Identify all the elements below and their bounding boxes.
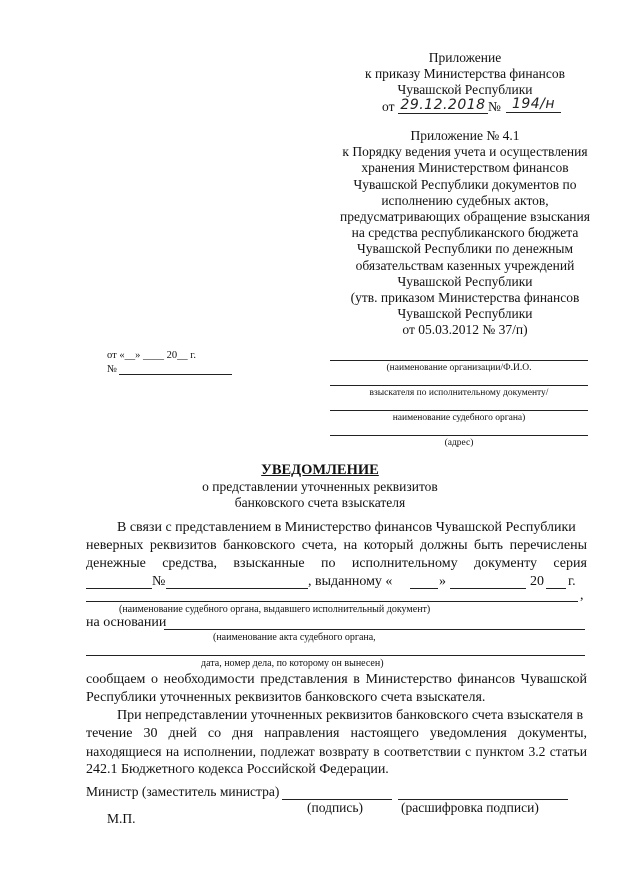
p3-line-3: находящиеся на исполнении, подлежат возврату в соответствии с пунктом 3.2 статьи bbox=[86, 744, 587, 759]
appendix-41-block bbox=[330, 128, 600, 339]
court-comma: , bbox=[580, 588, 584, 603]
appendix-order-line: к приказу Министерства финансов bbox=[365, 66, 565, 82]
p1-line-3 bbox=[86, 556, 587, 573]
handwritten-date: 29.12.2018 bbox=[398, 97, 488, 114]
p1-word: средства, bbox=[162, 556, 218, 571]
outgoing-number-line bbox=[119, 374, 232, 375]
p3-line-2: течение 30 дней со дня направления настоящего уведомления документы, bbox=[86, 726, 587, 741]
caption-signature-decode: (расшифровка подписи) bbox=[401, 800, 539, 815]
issued-label: , выданному « bbox=[308, 574, 393, 589]
appendix-41-line: Приложение № 4.1 bbox=[410, 128, 520, 143]
caption-claimant: взыскателя по исполнительному документу/ bbox=[369, 388, 549, 398]
basis-blank bbox=[164, 629, 585, 630]
minister-label: Министр (заместитель министра) bbox=[86, 784, 280, 799]
court-blank bbox=[86, 601, 578, 602]
p1-word: взысканные bbox=[233, 556, 305, 571]
caption-organization: (наименование организации/Ф.И.О. bbox=[386, 363, 532, 373]
caption-signature: (подпись) bbox=[307, 800, 364, 815]
document-subtitle-2: банковского счета взыскателя bbox=[234, 495, 406, 510]
appendix-41-line: Чувашской Республики документов по bbox=[353, 176, 577, 192]
p1-line-2: неверных реквизитов банковского счета, на который должны быть перечислены bbox=[86, 538, 587, 553]
outgoing-date: от «__» ____ 20__ г. bbox=[107, 350, 196, 361]
basis-label: на основании bbox=[86, 615, 167, 630]
appendix-41-line: к Порядку ведения учета и осуществления bbox=[342, 144, 588, 160]
stamp-place: М.П. bbox=[107, 811, 136, 826]
recipient-line-1 bbox=[330, 360, 588, 361]
p1-word: исполнительному bbox=[351, 556, 458, 571]
year-prefix: 20 bbox=[530, 574, 544, 589]
case-blank bbox=[86, 655, 585, 656]
appendix-41-line: на средства республиканского бюджета bbox=[351, 225, 579, 241]
year-blank bbox=[546, 588, 566, 589]
doc-number-blank bbox=[166, 588, 308, 589]
day-blank bbox=[410, 588, 438, 589]
number-symbol-2: № bbox=[152, 574, 166, 589]
number-symbol: № bbox=[488, 98, 501, 114]
p1-word: серия bbox=[553, 556, 587, 571]
p1-word: документу bbox=[474, 556, 538, 571]
p2-line-2: Республики уточненных реквизитов банковского счета взыскателя. bbox=[86, 690, 486, 705]
appendix-header bbox=[330, 50, 600, 117]
year-suffix: г. bbox=[568, 574, 576, 589]
document-title: УВЕДОМЛЕНИЕ bbox=[261, 462, 379, 478]
p3-line-1: При непредставлении уточненных реквизитов банковского счета взыскателя в bbox=[117, 708, 584, 723]
appendix-41-line: предусматривающих обращение взыскания bbox=[340, 209, 590, 225]
quote-close: » bbox=[439, 574, 446, 589]
appendix-41-line: Чувашской Республики по денежным bbox=[356, 241, 573, 257]
p1-line-1: В связи с представлением в Министерство финансов Чувашской Республики bbox=[117, 520, 576, 535]
document-subtitle-1: о представлении уточненных реквизитов bbox=[202, 479, 438, 494]
p3-line-4: 242.1 Бюджетного кодекса Российской Федерации. bbox=[86, 762, 389, 777]
appendix-41-line: обязательствам казенных учреждений bbox=[355, 257, 575, 273]
appendix-41-line: хранения Министерством финансов bbox=[361, 160, 569, 176]
caption-court-act: (наименование акта судебного органа, bbox=[213, 632, 376, 643]
series-blank bbox=[86, 588, 152, 589]
caption-court: наименование судебного органа) bbox=[392, 413, 526, 423]
appendix-41-line: от 05.03.2012 № 37/п) bbox=[402, 322, 528, 338]
month-blank bbox=[450, 588, 526, 589]
recipient-line-3 bbox=[330, 410, 588, 411]
appendix-date-number bbox=[330, 95, 600, 117]
outgoing-number-label: № bbox=[107, 364, 118, 375]
recipient-line-2 bbox=[330, 385, 588, 386]
appendix-41-line: исполнению судебных актов, bbox=[381, 192, 549, 208]
appendix-41-line: (утв. приказом Министерства финансов bbox=[350, 290, 580, 306]
handwritten-number: 194/н bbox=[506, 96, 561, 113]
recipient-line-4 bbox=[330, 435, 588, 436]
p1-word: по bbox=[320, 556, 336, 571]
appendix-republic-line: Чувашской Республики bbox=[397, 82, 533, 98]
from-label: от bbox=[382, 98, 395, 114]
caption-case: дата, номер дела, по которому он вынесен) bbox=[201, 658, 384, 669]
appendix-title: Приложение bbox=[428, 50, 502, 65]
p1-word: денежные bbox=[86, 556, 146, 571]
caption-issuing-court: (наименование судебного органа, выдавшего исполнительный документ) bbox=[119, 604, 431, 615]
appendix-41-line: Чувашской Республики bbox=[397, 273, 533, 289]
caption-address: (адрес) bbox=[444, 438, 474, 448]
appendix-41-line: Чувашской Республики bbox=[397, 306, 533, 322]
p2-line-1: сообщаем о необходимости представления в Министерство финансов Чувашской bbox=[86, 672, 587, 687]
